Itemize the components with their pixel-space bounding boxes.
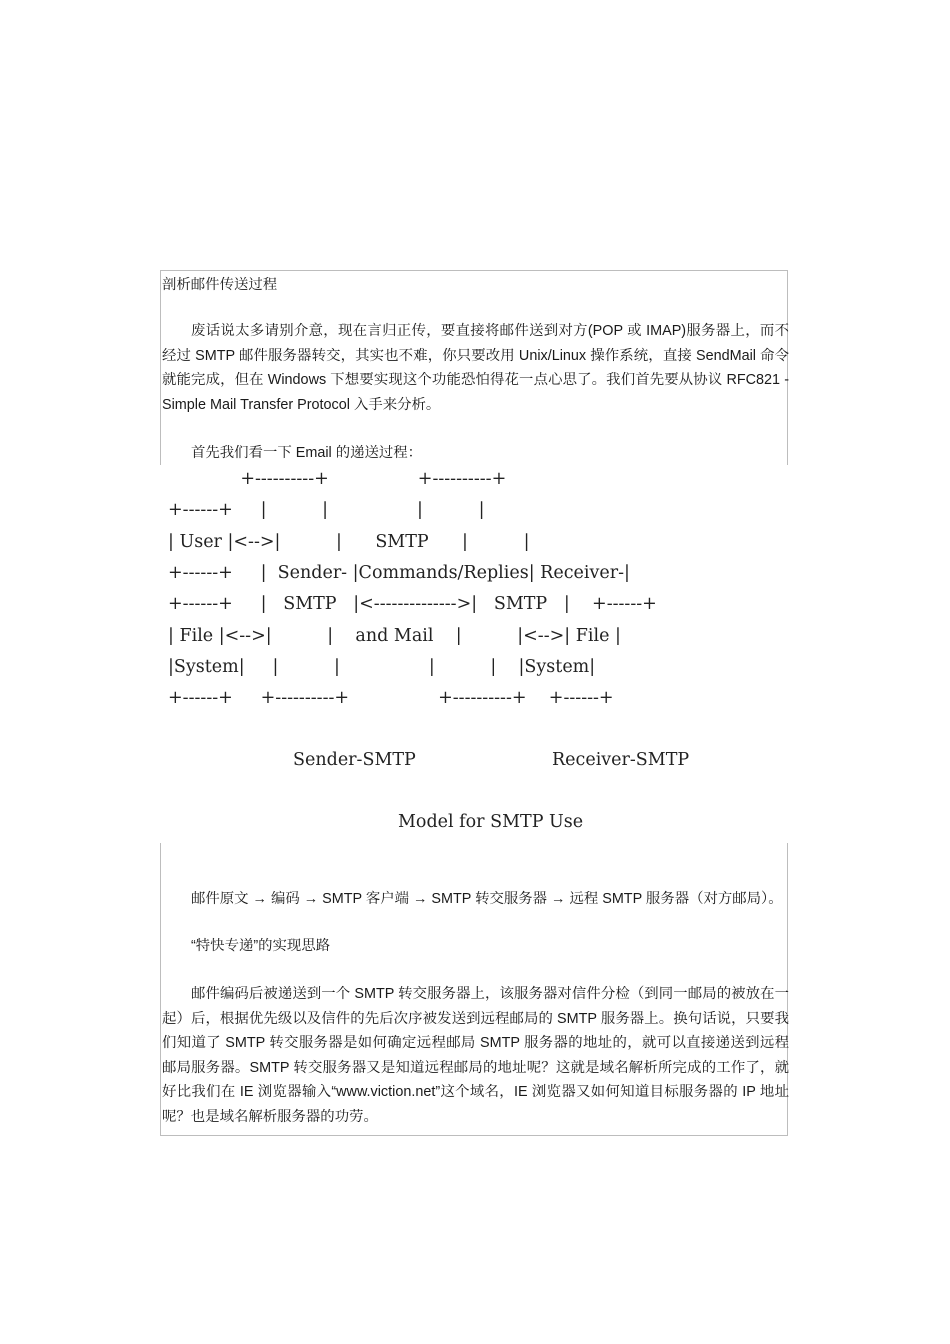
subtitle: “特快专递”的实现思路 [191, 938, 331, 954]
diagram-caption: Model for SMTP Use [398, 812, 584, 832]
diagram-line: +------+ | | | | [168, 500, 485, 521]
frame-gap-left [159, 465, 163, 843]
diagram-line: +------+ +----------+ +----------+ +------+ [168, 688, 614, 709]
diagram-line: | File |<-->| | and Mail | |<-->| File | [168, 625, 621, 646]
frame-gap-right [785, 465, 789, 843]
flow-text: 邮件原文 → 编码 → SMTP 客户端 → SMTP 转交服务器 → 远程 SMTP 服务器（对方邮局）。 [191, 891, 783, 907]
receiver-smtp-label: Receiver-SMTP [552, 750, 690, 770]
diagram-line: +------+ | Sender- |Commands/Replies| Receiver-| [168, 562, 630, 583]
intro-paragraph: 废话说太多请别介意，现在言归正传，要直接将邮件送到对方(POP 或 IMAP)服务器上，而不经过 SMTP 邮件服务器转交，其实也不难，你只要改用 Unix/Linux 操作系统，直接 SendMail 命令就能完成，但在 Windows 下想要实现这个功能恐怕得花一点心思了。我们首先要从协议 RFC821 - Simple Mail Transfer Protocol 入手来分析。 [162, 323, 789, 413]
diagram-line: +----------+ +----------+ [168, 469, 507, 489]
diagram-line: |System| | | | | |System| [168, 656, 596, 677]
sender-smtp-label: Sender-SMTP [293, 750, 416, 770]
article-title: 剖析邮件传送过程 [162, 277, 278, 293]
body-paragraph: 邮件编码后被递送到一个 SMTP 转交服务器上，该服务器对信件分检（到同一邮局的被放在一起）后，根据优先级以及信件的先后次序被发送到远程邮局的 SMTP 服务器上。换句话说，只要我们知道了 SMTP 转交服务器是如何确定远程邮局 SMTP 服务器的地址的，就可以直接递送到远程邮局服务器。SMTP 转交服务器又是知道远程邮局的地址呢？这就是域名解析所完成的工作了，就好比我们在 IE 浏览器输入“www.viction.net”这个域名，IE 浏览器又如何知道目标服务器的 IP 地址呢？也是域名解析服务器的功劳。 [162, 986, 789, 1125]
diagram-line: | User |<-->| | SMTP | | [168, 531, 530, 552]
lead-text: 首先我们看一下 Email 的递送过程： [191, 445, 423, 461]
diagram-line: +------+ | SMTP |<-------------->| SMTP | +------+ [168, 594, 657, 615]
